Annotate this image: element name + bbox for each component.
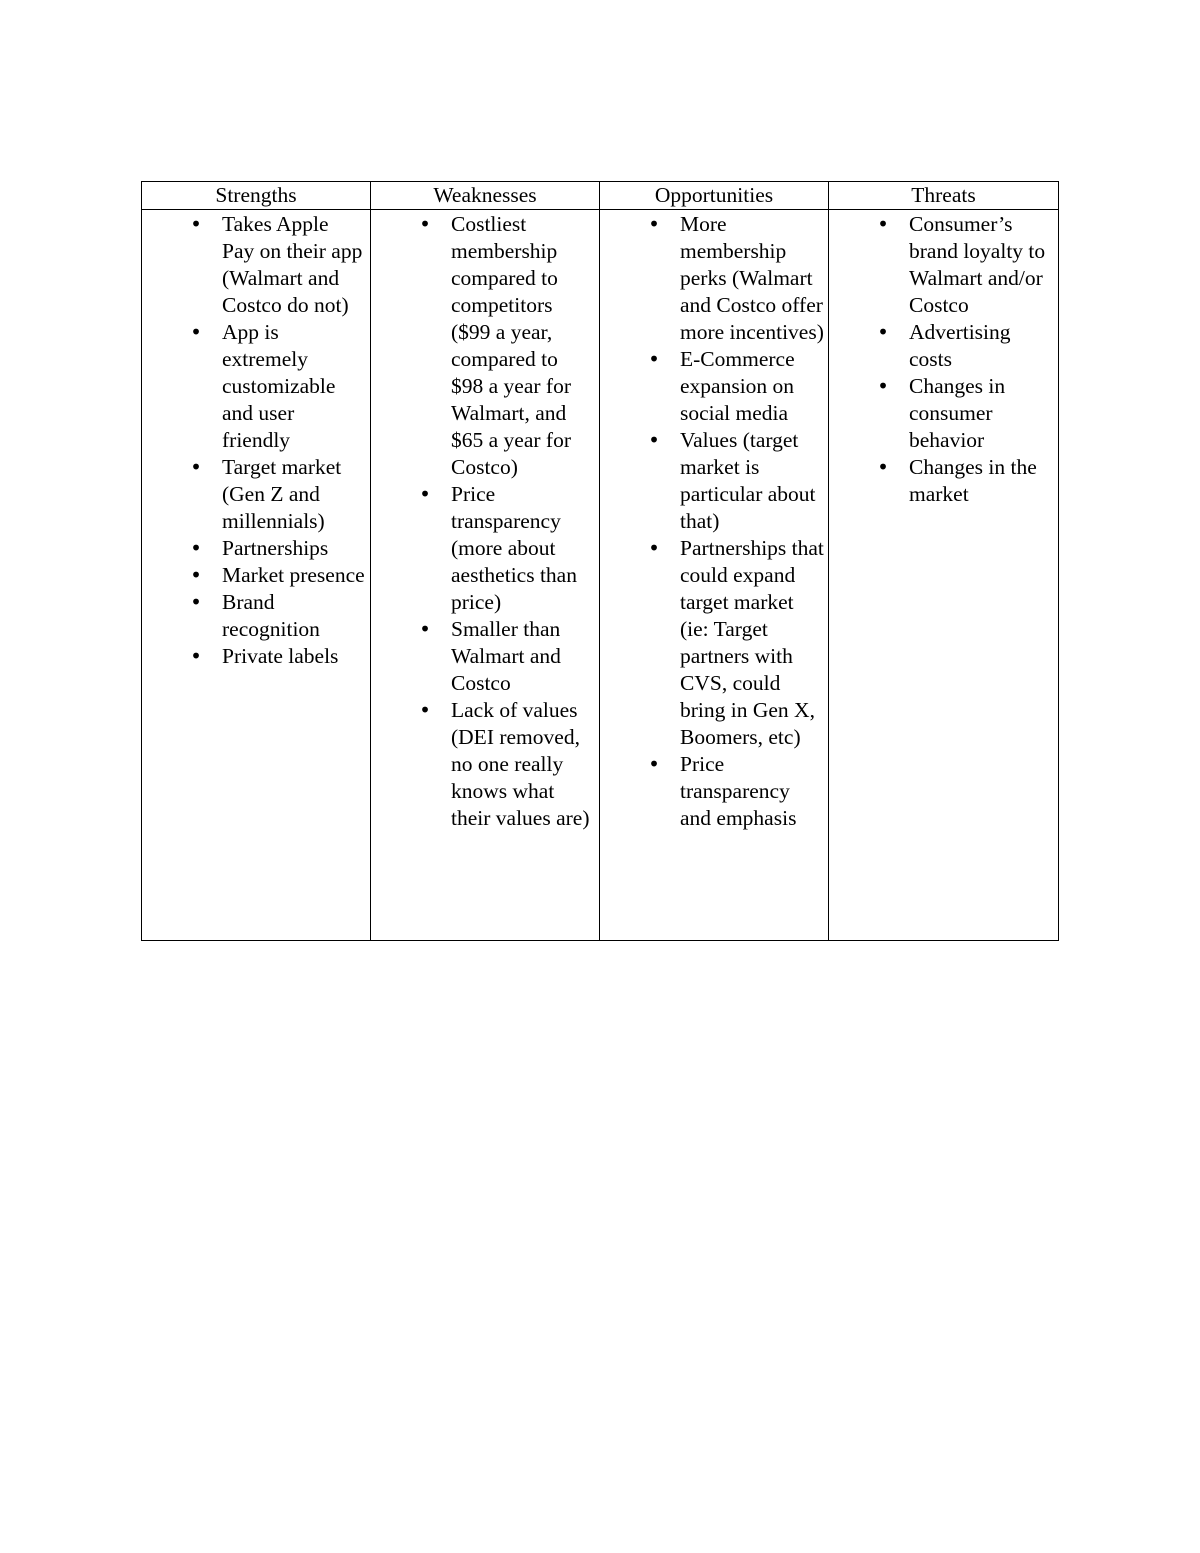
list-item xyxy=(829,454,1054,508)
bullet-icon: • xyxy=(190,563,202,587)
bullet-icon: • xyxy=(190,455,202,479)
weaknesses-cell xyxy=(371,210,600,941)
threats-cell xyxy=(829,210,1059,941)
list-item xyxy=(371,481,595,616)
bullet-icon: • xyxy=(648,212,660,236)
list-item xyxy=(142,319,366,454)
bullet-icon: • xyxy=(419,617,431,641)
weaknesses-list xyxy=(371,210,599,832)
list-item xyxy=(142,562,366,589)
bullet-icon: • xyxy=(419,698,431,722)
swot-body-row xyxy=(142,210,1059,941)
bullet-icon: • xyxy=(648,347,660,371)
list-item xyxy=(371,697,595,832)
bullet-icon: • xyxy=(877,374,889,398)
opportunities-list xyxy=(600,210,828,832)
swot-header-row xyxy=(142,182,1059,210)
list-item-text: Changes in consumer behavior xyxy=(909,374,1006,452)
list-item xyxy=(600,427,824,535)
bullet-icon: • xyxy=(877,455,889,479)
list-item-text: Takes Apple Pay on their app (Walmart and Costco do not) xyxy=(222,212,363,317)
list-item-text: Market presence xyxy=(222,563,365,587)
list-item-text: Price transparency and emphasis xyxy=(680,752,797,830)
bullet-icon: • xyxy=(648,536,660,560)
list-item xyxy=(142,643,366,670)
list-item xyxy=(600,211,824,346)
swot-table xyxy=(141,181,1059,941)
bullet-icon: • xyxy=(648,428,660,452)
list-item-text: Consumer’s brand loyalty to Walmart and/or Costco xyxy=(909,212,1046,317)
bullet-icon: • xyxy=(419,482,431,506)
list-item-text: Partnerships that could expand target market (ie: Target partners with CVS, could bring in Gen X, Boomers, etc) xyxy=(680,536,824,749)
list-item-text: Values (target market is particular about that) xyxy=(680,428,816,533)
bullet-icon: • xyxy=(419,212,431,236)
list-item-text: Price transparency (more about aesthetics than price) xyxy=(451,482,577,614)
list-item xyxy=(600,346,824,427)
list-item-text: Advertising costs xyxy=(909,320,1011,371)
list-item xyxy=(829,319,1054,373)
bullet-icon: • xyxy=(877,320,889,344)
header-threats: Threats xyxy=(829,182,1059,210)
list-item-text: More membership perks (Walmart and Costco offer more incentives) xyxy=(680,212,824,344)
bullet-icon: • xyxy=(190,212,202,236)
list-item-text: Changes in the market xyxy=(909,455,1037,506)
list-item xyxy=(142,535,366,562)
list-item xyxy=(142,589,366,643)
list-item xyxy=(600,751,824,832)
list-item-text: Private labels xyxy=(222,644,339,668)
opportunities-cell xyxy=(600,210,829,941)
bullet-icon: • xyxy=(190,590,202,614)
bullet-icon: • xyxy=(877,212,889,236)
list-item xyxy=(829,373,1054,454)
bullet-icon: • xyxy=(190,320,202,344)
list-item xyxy=(142,454,366,535)
list-item xyxy=(600,535,824,751)
header-strengths: Strengths xyxy=(142,182,371,210)
list-item-text: E-Commerce expansion on social media xyxy=(680,347,795,425)
list-item xyxy=(142,211,366,319)
list-item-text: App is extremely customizable and user friendly xyxy=(222,320,336,452)
list-item-text: Lack of values (DEI removed, no one really knows what their values are) xyxy=(451,698,590,830)
bullet-icon: • xyxy=(648,752,660,776)
header-opportunities: Opportunities xyxy=(600,182,829,210)
list-item-text: Target market (Gen Z and millennials) xyxy=(222,455,342,533)
list-item-text: Smaller than Walmart and Costco xyxy=(451,617,561,695)
list-item xyxy=(829,211,1054,319)
list-item xyxy=(371,616,595,697)
bullet-icon: • xyxy=(190,644,202,668)
strengths-cell xyxy=(142,210,371,941)
header-weaknesses: Weaknesses xyxy=(371,182,600,210)
list-item-text: Partnerships xyxy=(222,536,329,560)
list-item xyxy=(371,211,595,481)
threats-list xyxy=(829,210,1058,508)
bullet-icon: • xyxy=(190,536,202,560)
list-item-text: Brand recognition xyxy=(222,590,320,641)
list-item-text: Costliest membership compared to competitors ($99 a year, compared to $98 a year for Walmart, and $65 a year for Costco) xyxy=(451,212,571,479)
strengths-list xyxy=(142,210,370,670)
